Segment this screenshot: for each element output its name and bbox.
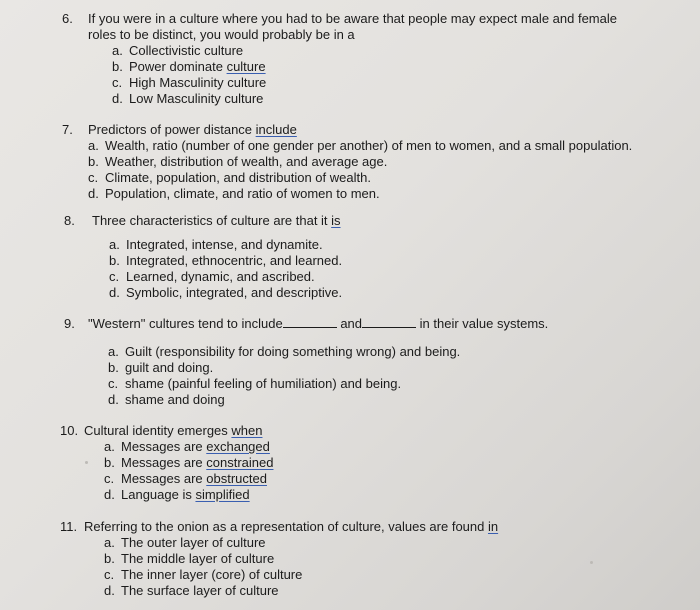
option-c[interactable] [112,75,266,91]
option-underlined-text: simplified [195,487,250,502]
question-11 [60,519,680,603]
question-number: 11. [60,519,78,534]
question-9 [64,316,684,408]
option-underlined-text: exchanged [206,439,270,454]
question-stem: Referring to the onion as a representation of culture, values are found [84,519,488,534]
question-stem-underlined: when [231,423,263,438]
option-letter: b. [109,253,120,268]
option-text: High Masculinity culture [129,75,267,90]
option-letter: a. [88,138,99,153]
option-text: The outer layer of culture [121,535,266,550]
option-letter: d. [88,186,99,201]
answer-blank-2[interactable] [362,316,416,328]
option-c[interactable] [109,269,315,285]
option-letter: a. [104,439,115,454]
question-6 [62,11,682,111]
option-letter: a. [108,344,119,359]
option-text: Low Masculinity culture [129,91,264,106]
question-stem-line2: roles to be distinct, you would probably be in a [88,27,355,42]
question-stem-part1: "Western" cultures tend to include [88,316,283,331]
question-10 [60,423,680,507]
option-b[interactable] [112,59,266,75]
option-letter: b. [104,551,115,566]
option-text: Climate, population, and distribution of wealth. [105,170,371,185]
option-text: Learned, dynamic, and ascribed. [126,269,315,284]
option-c[interactable] [108,376,401,392]
option-text: The middle layer of culture [121,551,275,566]
answer-blank-1[interactable] [283,316,337,328]
option-text: Messages are [121,439,207,454]
option-letter: a. [109,237,120,252]
option-letter: c. [104,567,115,582]
option-letter: c. [104,471,115,486]
option-d[interactable] [109,285,342,301]
option-c[interactable] [88,170,371,186]
option-text: Population, climate, and ratio of women to men. [105,186,380,201]
question-number: 9. [64,316,75,331]
option-letter: c. [88,170,99,185]
option-letter: a. [104,535,115,550]
option-text: Messages are [121,471,207,486]
option-letter: c. [112,75,123,90]
stray-mark [85,461,88,464]
question-7 [62,122,692,202]
option-c[interactable] [104,471,267,487]
option-b[interactable] [88,154,387,170]
option-letter: c. [108,376,119,391]
option-d[interactable] [112,91,263,107]
option-a[interactable] [112,43,243,59]
option-d[interactable] [88,186,380,202]
option-underlined-text: culture [226,59,266,74]
question-number: 8. [64,213,75,228]
option-text: Messages are [121,455,207,470]
option-underlined-text: constrained [206,455,274,470]
question-stem-underlined: include [255,122,297,137]
option-text: Power dominate [129,59,227,74]
option-c[interactable] [104,567,302,583]
option-underlined-text: obstructed [206,471,267,486]
option-a[interactable] [109,237,323,253]
option-letter: d. [108,392,119,407]
option-text: shame and doing [125,392,225,407]
option-letter: b. [112,59,123,74]
option-a[interactable] [108,344,460,360]
question-stem-part3: in their value systems. [419,316,549,331]
stray-mark [590,561,593,564]
question-stem-line1: If you were in a culture where you had to be aware that people may expect male and female [88,11,617,26]
option-b[interactable] [104,455,273,471]
option-text: Collectivistic culture [129,43,244,58]
option-b[interactable] [108,360,213,376]
question-number: 10. [60,423,79,438]
question-stem-part2: and [340,316,363,331]
option-letter: b. [88,154,99,169]
option-a[interactable] [104,535,266,551]
option-text: guilt and doing. [125,360,214,375]
question-stem: Cultural identity emerges [84,423,232,438]
option-d[interactable] [104,583,279,599]
option-text: The inner layer (core) of culture [121,567,303,582]
option-letter: c. [109,269,120,284]
option-text: shame (painful feeling of humiliation) and being. [125,376,402,391]
option-b[interactable] [109,253,342,269]
question-stem-underlined: is [331,213,341,228]
option-text: Language is [121,487,196,502]
question-stem-underlined: in [487,519,499,534]
option-text: Guilt (responsibility for doing something wrong) and being. [125,344,461,359]
option-text: Symbolic, integrated, and descriptive. [126,285,343,300]
option-d[interactable] [108,392,225,408]
option-letter: b. [104,455,115,470]
question-stem: Three characteristics of culture are that it [92,213,332,228]
option-letter: d. [104,583,115,598]
option-letter: a. [112,43,123,58]
option-letter: b. [108,360,119,375]
option-a[interactable] [88,138,632,154]
option-letter: d. [104,487,115,502]
option-text: Weather, distribution of wealth, and average age. [105,154,388,169]
option-b[interactable] [104,551,274,567]
option-text: Integrated, intense, and dynamite. [126,237,323,252]
option-letter: d. [109,285,120,300]
question-number: 6. [62,11,73,26]
question-8 [64,213,684,303]
option-text: Wealth, ratio (number of one gender per another) of men to women, and a small population. [105,138,633,153]
option-letter: d. [112,91,123,106]
option-text: Integrated, ethnocentric, and learned. [126,253,343,268]
option-text: The surface layer of culture [121,583,279,598]
option-a[interactable] [104,439,270,455]
question-number: 7. [62,122,73,137]
option-d[interactable] [104,487,250,503]
question-stem: Predictors of power distance [88,122,256,137]
